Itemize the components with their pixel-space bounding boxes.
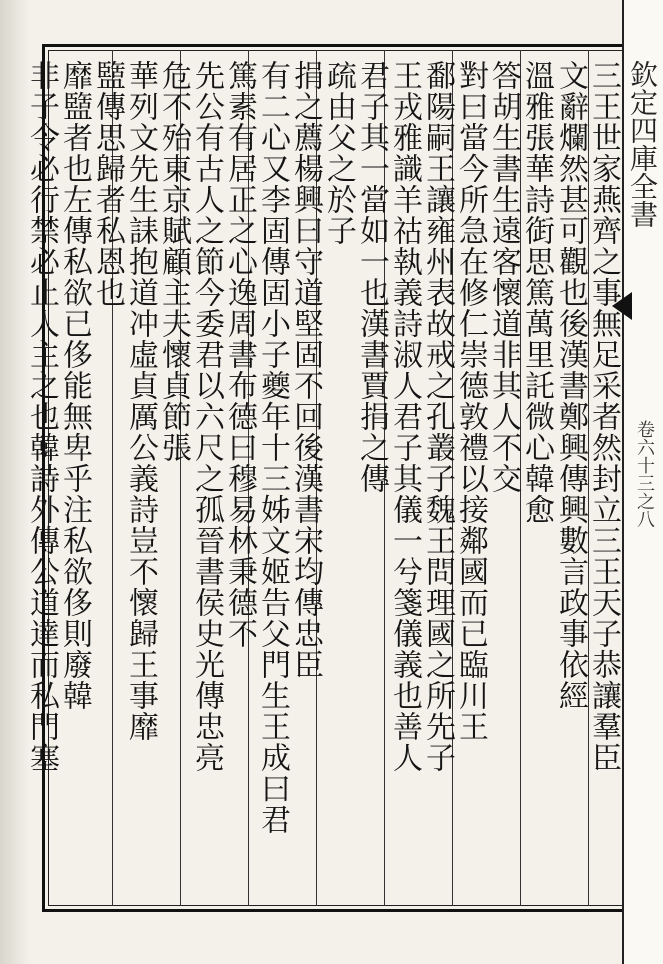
text-column: 答胡生書生遠客懷道非其人不交 — [486, 60, 521, 494]
text-column: 溫雅張華詩衘思篤萬里託微心韓愈 — [519, 60, 554, 525]
edge-title: 欽定四庫全書 — [626, 60, 659, 228]
text-column: 先公有古人之節今委君以六尺之孤晉書侯史光傳忠亮 — [189, 60, 224, 773]
text-column: 捐之薦楊興曰守道堅固不回後漢書宋均傳忠臣 — [288, 60, 323, 680]
text-column: 王戎雅識羊祜執義詩淑人君子其儀一兮箋儀義也善人 — [387, 60, 422, 773]
volume-label: 卷六十三之八 — [634, 420, 655, 528]
text-column: 盬傳思歸者私恩也 — [90, 60, 125, 308]
fish-tail-mark-icon — [612, 292, 632, 320]
text-column: 篤素有居正之心逸周書布德曰穆易林秉德不 — [222, 60, 257, 649]
text-column: 危不殆東京賦顧主夫懷貞節張 — [156, 60, 191, 463]
text-column: 有二心又李固傳固小子夔年十三姊文姬告父門生王成曰君 — [255, 60, 290, 835]
text-column: 疏由父之於子 — [321, 60, 356, 246]
text-column: 華列文先生誄抱道冲虛貞厲公義詩豈不懷歸王事靡 — [123, 60, 158, 742]
text-column: 三王世家燕齊之事無足采者然封立三王天子恭讓羣臣 — [586, 60, 621, 773]
text-column: 對曰當今所急在修仁崇德敦禮以接鄰國而已臨川王 — [453, 60, 488, 742]
text-column: 君子其一當如一也漢書賈捐之傳 — [354, 60, 389, 494]
text-column: 文辭爛然甚可觀也後漢書鄭興傳興數言政事依經 — [553, 60, 588, 711]
text-column: 靡盬者也左傳私欲已侈能無卑乎注私欲侈則廢韓 — [57, 60, 92, 711]
text-column: 非子令必行禁必止人主之也韓詩外傳公道達而私門塞 — [24, 60, 59, 773]
text-column: 鄱陽嗣王讓雍州表故戒之孔叢子魏王問理國之所先子 — [420, 60, 455, 773]
